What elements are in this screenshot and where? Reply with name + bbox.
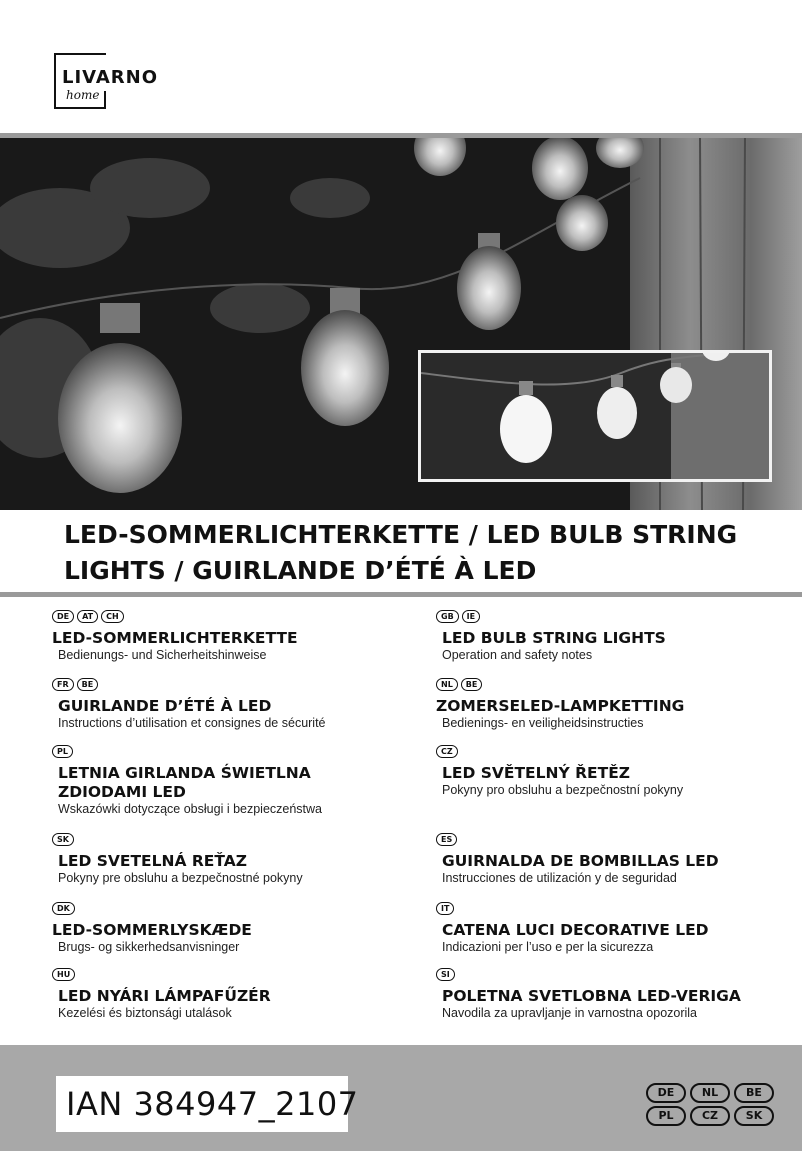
language-code-pill: DE [646, 1083, 686, 1103]
entry-subtitle: Brugs- og sikkerhedsanvisninger [58, 940, 240, 954]
entry-subtitle: Instrucciones de utilización y de seguridad [442, 871, 677, 885]
entry-title: LED SVETELNÁ REŤAZ [58, 852, 248, 870]
country-badges [52, 678, 402, 692]
brand-logo-subtext: home [66, 88, 100, 102]
entry-title: LED NYÁRI LÁMPAFŰZÉR [58, 987, 271, 1005]
language-code-grid [646, 1083, 776, 1126]
lit-bulbs-inset-illustration [421, 353, 769, 479]
entry-title: CATENA LUCI DECORATIVE LED [442, 921, 709, 939]
country-badges [52, 833, 402, 847]
document-title: LED-SOMMERLICHTERKETTE / LED BULB STRING LIGHTS / GUIRLANDE D’ÉTÉ À LED [64, 520, 738, 585]
country-badge: CH [101, 610, 124, 623]
language-code-pill: BE [734, 1083, 774, 1103]
language-code-pill: PL [646, 1106, 686, 1126]
entry-title: LED-SOMMERLICHTERKETTE [52, 629, 298, 647]
country-badges [52, 968, 402, 982]
entry-title: GUIRNALDA DE BOMBILLAS LED [442, 852, 719, 870]
language-entry-sk [52, 833, 402, 886]
entry-subtitle: Instructions d’utilisation et consignes de sécurité [58, 716, 326, 730]
entry-title: GUIRLANDE D’ÉTÉ À LED [58, 697, 272, 715]
lit-bulbs-inset-photo [418, 350, 772, 482]
country-badge: BE [77, 678, 99, 691]
language-code-pill: CZ [690, 1106, 730, 1126]
title-divider [0, 592, 802, 597]
country-badge: DE [52, 610, 74, 623]
country-badge: FR [52, 678, 74, 691]
entry-subtitle: Operation and safety notes [442, 648, 593, 662]
entry-title: LETNIA GIRLANDA ŚWIETLNA ZDIODAMI LED [58, 764, 311, 801]
entry-subtitle: Navodila za upravljanje in varnostna opozorila [442, 1006, 698, 1020]
country-badge: AT [77, 610, 98, 623]
entry-subtitle: Pokyny pre obsluhu a bezpečnostné pokyny [58, 871, 303, 885]
country-badges [436, 678, 786, 692]
product-photo [0, 138, 802, 510]
country-badges [436, 745, 786, 759]
entry-subtitle: Pokyny pro obsluhu a bezpečnostní pokyny [442, 783, 684, 797]
country-badge: ES [436, 833, 457, 846]
entry-subtitle: Bedienings- en veiligheidsinstructies [442, 716, 644, 730]
country-badge: IE [462, 610, 480, 623]
country-badge: BE [461, 678, 483, 691]
country-badge: SK [52, 833, 74, 846]
ian-number: IAN 384947_2107 [66, 1085, 359, 1123]
country-badge: NL [436, 678, 458, 691]
language-entry-si [436, 968, 786, 1021]
language-entry-fr [52, 678, 402, 731]
country-badges [436, 610, 786, 624]
country-badge: HU [52, 968, 75, 981]
entry-subtitle: Kezelési és biztonsági utalások [58, 1006, 232, 1020]
entry-subtitle: Bedienungs- und Sicherheitshinweise [58, 648, 267, 662]
country-badges [52, 902, 402, 916]
language-entry-cz [436, 745, 786, 798]
entry-title: LED BULB STRING LIGHTS [442, 629, 666, 647]
country-badge: SI [436, 968, 455, 981]
language-entry-hu [52, 968, 402, 1021]
entry-subtitle: Wskazówki dotyczące obsługi i bezpieczeństwa [58, 802, 323, 816]
country-badges [436, 833, 786, 847]
entry-title: LED SVĚTELNÝ ŘETĚZ [442, 764, 631, 782]
entry-title: ZOMERSELED-LAMPKETTING [436, 697, 685, 715]
country-badges [436, 968, 786, 982]
language-entry-gb [436, 610, 786, 663]
language-code-pill: SK [734, 1106, 774, 1126]
language-entry-es [436, 833, 786, 886]
footer-edge [0, 1151, 802, 1160]
language-entry-nl [436, 678, 786, 731]
entry-title: POLETNA SVETLOBNA LED-VERIGA [442, 987, 741, 1005]
country-badges [52, 745, 362, 759]
entry-title: LED-SOMMERLYSKÆDE [52, 921, 252, 939]
language-entry-dk [52, 902, 402, 955]
country-badge: DK [52, 902, 75, 915]
country-badges [436, 902, 786, 916]
language-entry-pl [52, 745, 362, 817]
country-badges [52, 610, 402, 624]
language-entry-it [436, 902, 786, 955]
language-entry-de [52, 610, 402, 663]
country-badge: IT [436, 902, 454, 915]
country-badge: GB [436, 610, 459, 623]
entry-subtitle: Indicazioni per l’uso e per la sicurezza [442, 940, 654, 954]
brand-logo-text: LIVARNO [62, 67, 159, 88]
language-code-pill: NL [690, 1083, 730, 1103]
country-badge: CZ [436, 745, 458, 758]
country-badge: PL [52, 745, 73, 758]
